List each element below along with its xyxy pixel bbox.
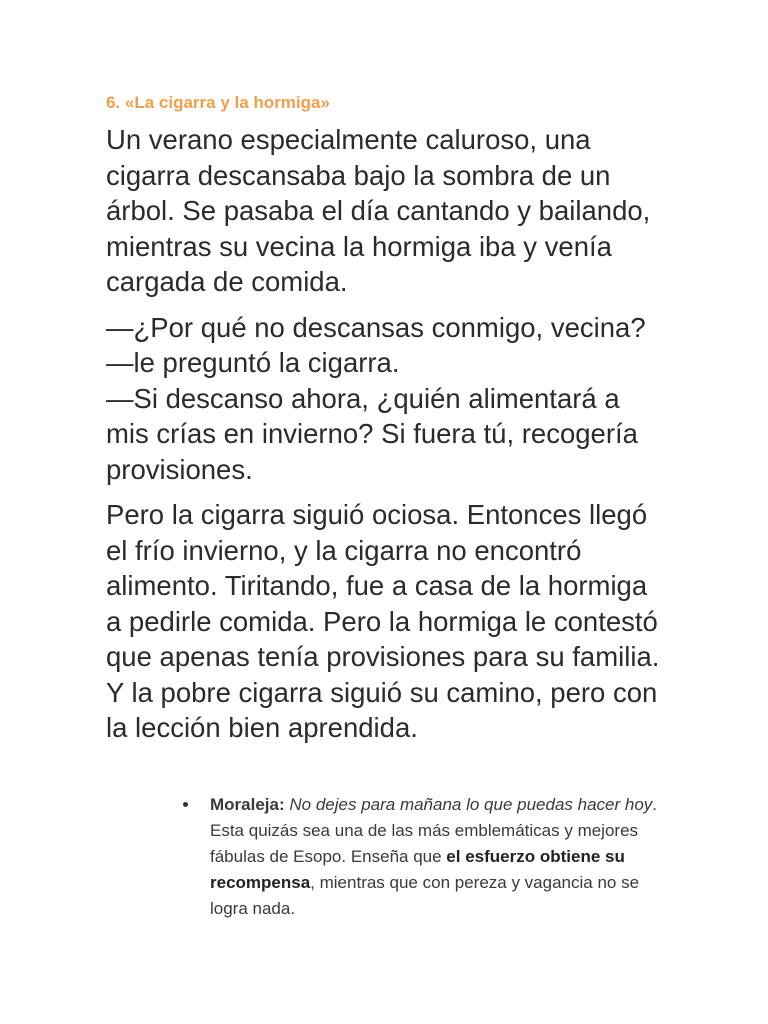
- story-dialogue: [106, 310, 666, 488]
- story-paragraph-1: Un verano especialmente caluroso, una cigarra descansaba bajo la sombra de un árbol. Se pasaba el día cantando y bailando, mientras su vecina la hormiga iba y venía cargada de comida.: [106, 124, 651, 297]
- story-container: [106, 88, 666, 756]
- moral-text-1: . Esta quizás sea una de las más emblemáticas y mejores fábulas de Esopo. Enseña que: [210, 795, 658, 866]
- moral-list-item: [210, 792, 660, 922]
- moral-label: Moraleja:: [210, 795, 285, 814]
- story-title: 6. «La cigarra y la hormiga»: [106, 93, 330, 112]
- bullet-icon: [183, 802, 188, 807]
- moral-text-2: , mientras que con pereza y vagancia no se logra nada.: [210, 873, 640, 918]
- dialogue-line-hormiga: —Si descanso ahora, ¿quién alimentará a mis crías en invierno? Si fuera tú, recogería provisiones.: [106, 382, 638, 485]
- moral-emphasis: el esfuerzo obtiene su recompensa: [210, 847, 625, 892]
- dialogue-line-cigarra: —¿Por qué no descansas conmigo, vecina? —le preguntó la cigarra.: [106, 311, 646, 378]
- moral-list: [210, 792, 660, 922]
- story-paragraph-3: Pero la cigarra siguió ociosa. Entonces llegó el frío invierno, y la cigarra no encontró alimento. Tiritando, fue a casa de la hormiga a pedirle comida. Pero la hormiga le contestó que apenas tenía provisiones para su familia. Y la pobre cigarra siguió su camino, pero con la lección bien aprendida.: [106, 499, 660, 743]
- moral-quote: No dejes para mañana lo que puedas hacer hoy: [289, 795, 653, 814]
